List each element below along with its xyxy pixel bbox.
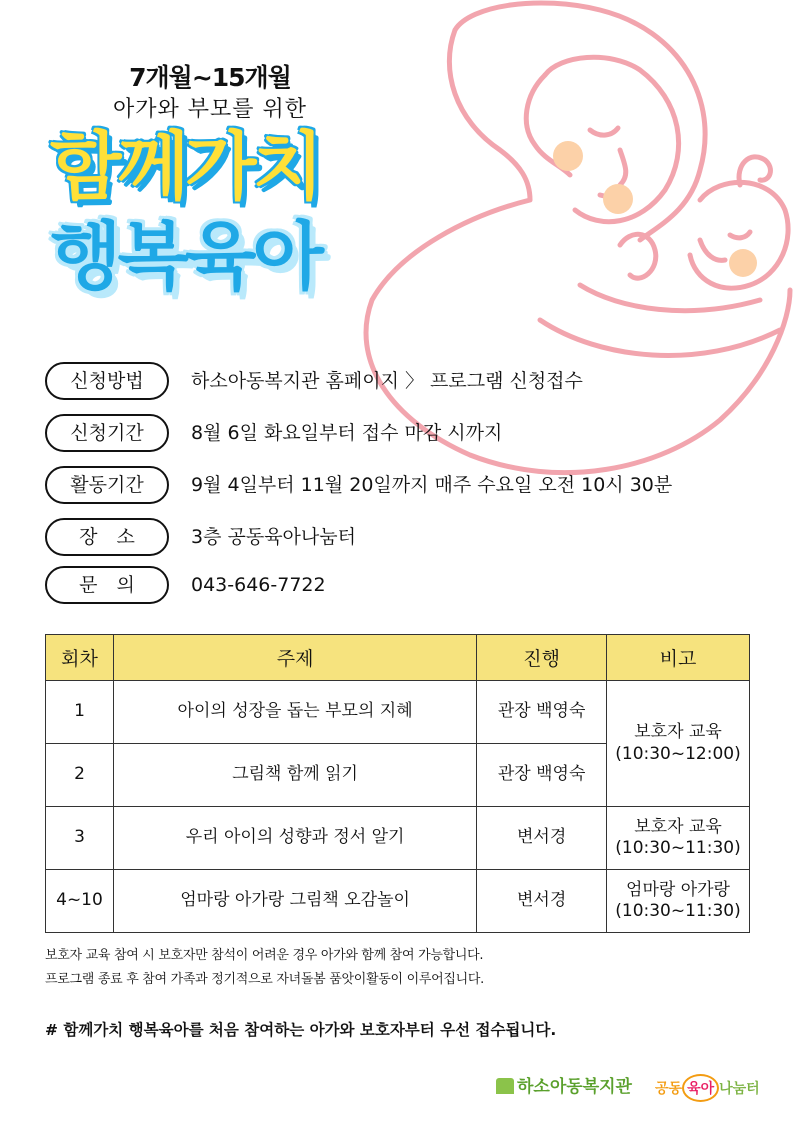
info-label: 문 의	[45, 566, 169, 604]
nanum-logo	[655, 1074, 760, 1102]
info-value: 8월 6일 화요일부터 접수 마감 시까지	[191, 422, 503, 444]
header-topic: 주제	[113, 635, 476, 681]
info-value: 9월 4일부터 11월 20일까지 매주 수요일 오전 10시 30분	[191, 474, 673, 496]
age-range: 7개월~15개월	[129, 63, 291, 92]
session-cell: 3	[46, 807, 114, 870]
note-time: (10:30~12:00)	[615, 743, 741, 764]
footnote: 프로그램 종료 후 참여 가족과 정기적으로 자녀돌봄 품앗이활동이 이루어집니다.	[45, 972, 485, 987]
nanum-suffix: 나눔터	[719, 1081, 760, 1097]
header-session: 회차	[46, 635, 114, 681]
note-cell	[607, 870, 750, 933]
lead-cell: 관장 백영숙	[477, 744, 607, 807]
topic-cell: 아이의 성장을 돕는 부모의 지혜	[113, 681, 476, 744]
lead-cell: 변서경	[477, 807, 607, 870]
title-line-2: 행복육아	[50, 214, 320, 300]
house-icon	[496, 1078, 514, 1094]
info-value: 하소아동복지관 홈페이지 〉 프로그램 신청접수	[191, 370, 583, 392]
note-label: 보호자 교육	[634, 816, 722, 837]
header-lead: 진행	[477, 635, 607, 681]
topic-cell: 우리 아이의 성향과 정서 알기	[113, 807, 476, 870]
info-value: 3층 공동육아나눔터	[191, 526, 356, 548]
note-label: 보호자 교육	[634, 722, 722, 743]
title-line-1: 함께가치	[50, 124, 320, 210]
priority-notice: # 함께가치 행복육아를 처음 참여하는 아가와 보호자부터 우선 접수됩니다.	[45, 1021, 557, 1039]
note-time: (10:30~11:30)	[615, 901, 741, 921]
note-time: (10:30~11:30)	[615, 838, 741, 858]
table-header-row	[46, 635, 750, 681]
info-label: 신청방법	[45, 362, 169, 400]
nanum-circle: 육아	[682, 1074, 719, 1102]
session-cell: 4~10	[46, 870, 114, 933]
lead-cell: 변서경	[477, 870, 607, 933]
info-value: 043-646-7722	[191, 574, 326, 596]
info-label: 신청기간	[45, 414, 169, 452]
table-row	[46, 681, 750, 744]
session-cell: 2	[46, 744, 114, 807]
note-cell	[607, 681, 750, 807]
nanum-prefix: 공동	[655, 1081, 683, 1097]
topic-cell: 엄마랑 아가랑 그림책 오감놀이	[113, 870, 476, 933]
footnote: 보호자 교육 참여 시 보호자만 참석이 어려운 경우 아가와 함께 참여 가능합니다.	[45, 948, 484, 963]
lead-cell: 관장 백영숙	[477, 681, 607, 744]
note-label: 엄마랑 아가랑	[626, 879, 730, 900]
note-cell	[607, 807, 750, 870]
welfare-center-logo	[496, 1072, 632, 1097]
table-row	[46, 870, 750, 933]
welfare-logo-text: 하소아동복지관	[517, 1077, 632, 1097]
header-note: 비고	[607, 635, 750, 681]
info-label: 활동기간	[45, 466, 169, 504]
info-label: 장 소	[45, 518, 169, 556]
topic-cell: 그림책 함께 읽기	[113, 744, 476, 807]
schedule-table	[45, 634, 750, 933]
subtitle: 아가와 부모를 위한	[112, 97, 307, 122]
table-row	[46, 807, 750, 870]
session-cell: 1	[46, 681, 114, 744]
